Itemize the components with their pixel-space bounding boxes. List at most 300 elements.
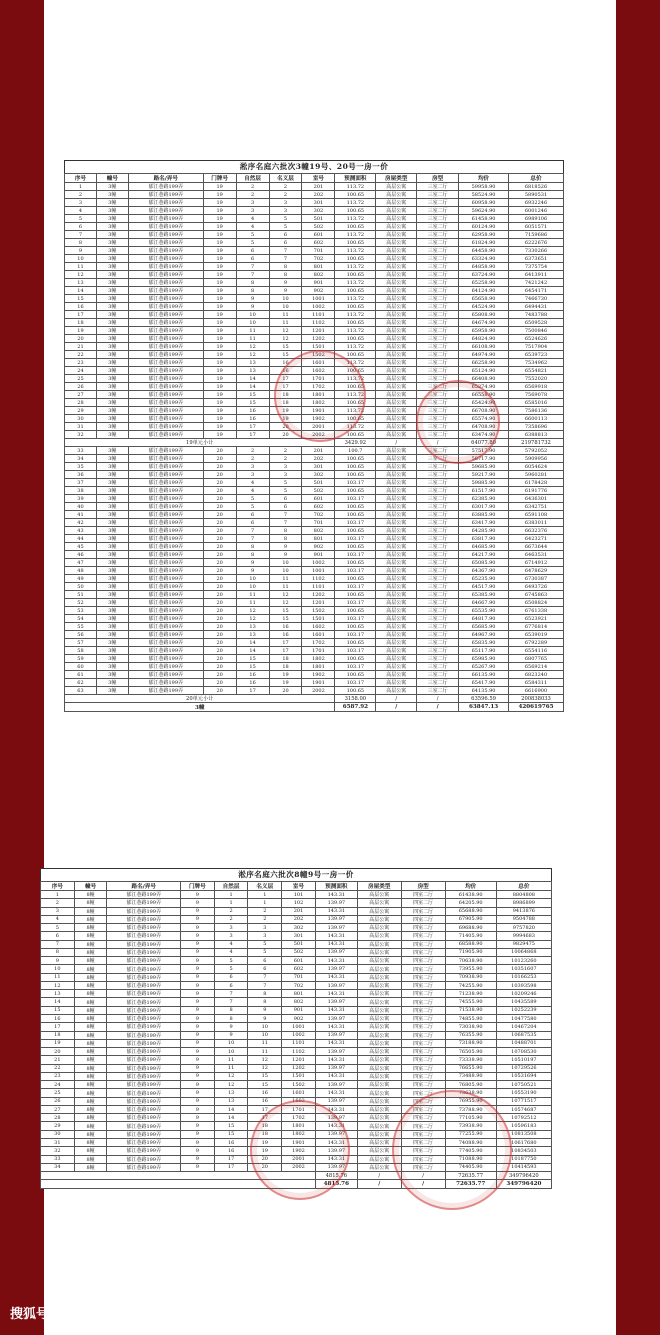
table-cell: 302 xyxy=(282,924,316,932)
table-cell: 19 xyxy=(203,223,236,231)
table-cell: 100.65 xyxy=(335,687,376,695)
table-row xyxy=(65,207,564,215)
table-cell: 高层公寓 xyxy=(376,591,417,599)
table-cell: 3幢 xyxy=(96,415,128,423)
table-cell: 52 xyxy=(65,599,97,607)
table-cell: 21 xyxy=(41,1056,75,1064)
table-cell: 1701 xyxy=(302,375,335,383)
column-header: 均价 xyxy=(459,174,509,183)
table-cell: 20 xyxy=(248,1155,282,1163)
table-cell: 9 xyxy=(181,1130,215,1138)
table-cell: 2 xyxy=(236,183,269,191)
table-cell: 四室二厅 xyxy=(401,1122,445,1130)
table-cell: 71905.90 xyxy=(445,948,496,956)
table-row xyxy=(41,1089,552,1097)
column-header: 名义层 xyxy=(248,882,282,891)
table-cell: 郁江巷路199弄 xyxy=(107,1155,181,1163)
table-cell: 高层公寓 xyxy=(357,891,401,899)
table-cell: 8 xyxy=(214,1014,248,1022)
table-cell: 10 xyxy=(236,583,269,591)
table-cell: 高层公寓 xyxy=(376,535,417,543)
table-cell: 7 xyxy=(269,247,302,255)
table-cell: 三室二厅 xyxy=(417,319,459,327)
table-cell: 郁江巷路199弄 xyxy=(128,391,203,399)
table-cell: 143.31 xyxy=(315,1006,357,1014)
table-cell: 74555.90 xyxy=(445,998,496,1006)
table-cell: 高层公寓 xyxy=(376,359,417,367)
table-cell: 郁江巷路199弄 xyxy=(128,559,203,567)
table-cell: 139.97 xyxy=(315,924,357,932)
table-cell: 1102 xyxy=(282,1048,316,1056)
table-cell: 1901 xyxy=(302,407,335,415)
table-cell: 1101 xyxy=(302,583,335,591)
table-cell: 6989106 xyxy=(509,215,564,223)
table-cell: 6 xyxy=(269,231,302,239)
table-cell: 100.65 xyxy=(335,543,376,551)
total-slash: / xyxy=(376,703,417,712)
table-cell: 6600113 xyxy=(509,415,564,423)
table-cell: 3幢 xyxy=(96,279,128,287)
table-cell: 100.7 xyxy=(335,447,376,455)
table-row xyxy=(41,907,552,915)
table-cell: 高层公寓 xyxy=(376,567,417,575)
table-row xyxy=(65,407,564,415)
table-cell: 郁江巷路199弄 xyxy=(128,423,203,431)
table-cell: 郁江巷路199弄 xyxy=(128,191,203,199)
table-cell: 郁江巷路199弄 xyxy=(107,899,181,907)
table-cell: 139.97 xyxy=(315,1147,357,1155)
table-cell: 143.31 xyxy=(315,1023,357,1031)
table-cell: 高层公寓 xyxy=(357,957,401,965)
table-cell: 5 xyxy=(236,231,269,239)
table-cell: 32 xyxy=(65,431,97,439)
table-cell: 8幢 xyxy=(74,1122,107,1130)
table-row xyxy=(65,599,564,607)
table-cell: 601 xyxy=(302,231,335,239)
table-cell: 19 xyxy=(203,415,236,423)
table-cell: 113.72 xyxy=(335,183,376,191)
table-cell: 1801 xyxy=(302,391,335,399)
table-cell: 63 xyxy=(65,687,97,695)
table-cell: 1 xyxy=(248,891,282,899)
table-cell: 64685.90 xyxy=(459,543,509,551)
table-cell: 10574687 xyxy=(496,1105,551,1113)
table-cell: 10467204 xyxy=(496,1023,551,1031)
sheet-title: 淞序名庭六批次3幢19号、20号一房一价 xyxy=(64,160,564,173)
table-cell: 302 xyxy=(302,471,335,479)
table-cell: 三室二厅 xyxy=(417,359,459,367)
table-cell: 郁江巷路199弄 xyxy=(128,375,203,383)
table-cell: 高层公寓 xyxy=(376,327,417,335)
table-cell: 郁江巷路199弄 xyxy=(128,655,203,663)
table-cell: 1201 xyxy=(302,599,335,607)
table-cell: 3幢 xyxy=(96,231,128,239)
table-row xyxy=(65,343,564,351)
table-cell: 3幢 xyxy=(96,655,128,663)
total-total: 349796420 xyxy=(496,1180,551,1188)
table-cell: 高层公寓 xyxy=(357,981,401,989)
column-header: 幢号 xyxy=(96,174,128,183)
table-cell: 64674.90 xyxy=(459,319,509,327)
table-cell: 802 xyxy=(302,271,335,279)
table-cell: 郁江巷路199弄 xyxy=(128,271,203,279)
table-cell: 61438.90 xyxy=(445,891,496,899)
table-cell: 1002 xyxy=(282,1031,316,1039)
table-row xyxy=(41,1064,552,1072)
table-cell: 3幢 xyxy=(96,671,128,679)
table-cell: 1702 xyxy=(302,639,335,647)
table-cell: 郁江巷路199弄 xyxy=(128,503,203,511)
table-cell: 11 xyxy=(214,1056,248,1064)
table-cell: 三室二厅 xyxy=(417,231,459,239)
table-cell: 19 xyxy=(203,231,236,239)
table-row xyxy=(65,311,564,319)
table-cell: 1802 xyxy=(302,399,335,407)
table-cell: 602 xyxy=(302,239,335,247)
table-cell: 19 xyxy=(203,367,236,375)
table-cell: 3幢 xyxy=(96,287,128,295)
table-cell: 高层公寓 xyxy=(357,907,401,915)
table-cell: 5792052 xyxy=(509,447,564,455)
table-cell: 9504788 xyxy=(496,915,551,923)
table-row xyxy=(65,183,564,191)
table-cell: 8幢 xyxy=(74,1114,107,1122)
table-cell: 502 xyxy=(302,223,335,231)
table-cell: 3幢 xyxy=(96,199,128,207)
table-cell: 3幢 xyxy=(96,191,128,199)
table-cell: 郁江巷路199弄 xyxy=(107,1048,181,1056)
table-cell: 9 xyxy=(181,1105,215,1113)
table-cell: 6342751 xyxy=(509,503,564,511)
table-cell: 郁江巷路199弄 xyxy=(128,671,203,679)
table-cell: 郁江巷路199弄 xyxy=(128,631,203,639)
table-cell: 201 xyxy=(302,183,335,191)
table-row xyxy=(65,455,564,463)
table-cell: 三室二厅 xyxy=(417,263,459,271)
table-cell: 19 xyxy=(203,295,236,303)
table-cell: 3幢 xyxy=(96,255,128,263)
table-cell: 5 xyxy=(269,479,302,487)
table-cell: 三室二厅 xyxy=(417,247,459,255)
table-cell: 40 xyxy=(65,503,97,511)
table-cell: 143.31 xyxy=(315,1089,357,1097)
table-cell: 143.31 xyxy=(315,1105,357,1113)
table-cell: 郁江巷路199弄 xyxy=(128,415,203,423)
table-cell: 9 xyxy=(181,1122,215,1130)
table-cell: 高层公寓 xyxy=(357,1039,401,1047)
column-header: 自然层 xyxy=(214,882,248,891)
table-cell: 7 xyxy=(236,527,269,535)
table-cell: 13 xyxy=(236,631,269,639)
table-cell: 7517904 xyxy=(509,343,564,351)
table-cell: 9 xyxy=(269,279,302,287)
table-cell: 郁江巷路199弄 xyxy=(128,303,203,311)
table-cell: 36 xyxy=(65,471,97,479)
table-cell: 高层公寓 xyxy=(376,311,417,319)
table-cell: 63324.90 xyxy=(459,255,509,263)
table-cell: 113.72 xyxy=(335,199,376,207)
table-cell: 郁江巷路199弄 xyxy=(128,359,203,367)
table-row xyxy=(41,924,552,932)
table-cell: 郁江巷路199弄 xyxy=(128,663,203,671)
table-cell: 郁江巷路199弄 xyxy=(128,343,203,351)
table-cell: 1001 xyxy=(302,295,335,303)
table-cell: 三室二厅 xyxy=(417,287,459,295)
table-cell: 10 xyxy=(236,311,269,319)
table-cell: 3幢 xyxy=(96,591,128,599)
table-cell: 24 xyxy=(41,1081,75,1089)
table-cell: 四室二厅 xyxy=(401,924,445,932)
column-header: 序号 xyxy=(65,174,97,183)
table-cell: 139.97 xyxy=(315,1048,357,1056)
table-row xyxy=(65,303,564,311)
table-cell: 6554821 xyxy=(509,367,564,375)
table-cell: 19 xyxy=(203,407,236,415)
table-cell: 高层公寓 xyxy=(376,607,417,615)
table-cell: 6 xyxy=(236,247,269,255)
table-cell: 13 xyxy=(214,1097,248,1105)
table-cell: 7483788 xyxy=(509,311,564,319)
table-cell: 四室二厅 xyxy=(401,1114,445,1122)
table-header-row xyxy=(41,882,552,891)
table-cell: 100.65 xyxy=(335,503,376,511)
table-cell: 四室二厅 xyxy=(401,1056,445,1064)
table-cell: 100.65 xyxy=(335,671,376,679)
table-cell: 701 xyxy=(302,247,335,255)
table-cell: 3幢 xyxy=(96,663,128,671)
table-cell: 9 xyxy=(181,899,215,907)
table-cell: 7159686 xyxy=(509,231,564,239)
table-cell: 郁江巷路199弄 xyxy=(128,679,203,687)
table-cell: 三室二厅 xyxy=(417,647,459,655)
total-row xyxy=(41,1180,552,1188)
table-cell: 29 xyxy=(41,1122,75,1130)
table-row xyxy=(65,591,564,599)
table-cell: 高层公寓 xyxy=(376,527,417,535)
table-cell: 8 xyxy=(269,263,302,271)
table-cell: 6 xyxy=(214,981,248,989)
table-cell: 三室二厅 xyxy=(417,239,459,247)
table-cell: 3 xyxy=(269,463,302,471)
table-cell: 4 xyxy=(214,940,248,948)
table-cell: 郁江巷路199弄 xyxy=(128,215,203,223)
table-cell: 100.65 xyxy=(335,487,376,495)
table-cell: 19 xyxy=(203,239,236,247)
table-row xyxy=(65,447,564,455)
table-row xyxy=(65,615,564,623)
table-cell: 63474.90 xyxy=(459,431,509,439)
table-cell: 高层公寓 xyxy=(357,932,401,940)
table-cell: 60 xyxy=(65,663,97,671)
table-cell: 77255.90 xyxy=(445,1130,496,1138)
table-row xyxy=(65,359,564,367)
table-cell: 100.65 xyxy=(335,303,376,311)
table-cell: 8幢 xyxy=(74,1138,107,1146)
table-cell: 1202 xyxy=(282,1064,316,1072)
table-cell: 4 xyxy=(65,207,97,215)
subtotal-slash: / xyxy=(417,439,459,447)
table-cell: 郁江巷路199弄 xyxy=(128,183,203,191)
table-cell: 143.31 xyxy=(315,1072,357,1080)
table-cell: 10708530 xyxy=(496,1048,551,1056)
table-cell: 郁江巷路199弄 xyxy=(107,924,181,932)
table-cell: 1102 xyxy=(302,575,335,583)
table-cell: 6 xyxy=(269,495,302,503)
table-cell: 郁江巷路199弄 xyxy=(128,519,203,527)
table-row xyxy=(65,535,564,543)
table-cell: 3 xyxy=(236,207,269,215)
table-cell: 6714912 xyxy=(509,559,564,567)
table-cell: 三室二厅 xyxy=(417,511,459,519)
table-row xyxy=(65,663,564,671)
table-cell: 501 xyxy=(302,479,335,487)
table-cell: 16 xyxy=(248,1089,282,1097)
table-cell: 31 xyxy=(41,1138,75,1146)
table-cell: 19 xyxy=(203,423,236,431)
table-cell: 6673644 xyxy=(509,543,564,551)
table-cell: 20 xyxy=(203,607,236,615)
table-cell: 6 xyxy=(236,255,269,263)
table-cell: 高层公寓 xyxy=(376,295,417,303)
table-cell: 17 xyxy=(236,431,269,439)
table-cell: 8 xyxy=(248,998,282,1006)
table-cell: 103.17 xyxy=(335,583,376,591)
table-cell: 3 xyxy=(65,199,97,207)
table-cell: 17 xyxy=(248,1114,282,1122)
table-cell: 10750521 xyxy=(496,1081,551,1089)
table-cell: 501 xyxy=(282,940,316,948)
table-cell: 郁江巷路199弄 xyxy=(107,932,181,940)
table-cell: 20 xyxy=(269,423,302,431)
table-cell: 5 xyxy=(41,924,75,932)
table-cell: 8幢 xyxy=(74,1130,107,1138)
table-cell: 8幢 xyxy=(74,940,107,948)
table-cell: 62 xyxy=(65,679,97,687)
table-cell: 9 xyxy=(181,1006,215,1014)
table-cell: 113.72 xyxy=(335,279,376,287)
table-row xyxy=(65,199,564,207)
table-cell: 高层公寓 xyxy=(376,551,417,559)
table-cell: 8幢 xyxy=(74,981,107,989)
table-cell: 64667.90 xyxy=(459,599,509,607)
table-cell: 61 xyxy=(65,671,97,679)
table-cell: 11 xyxy=(269,319,302,327)
table-cell: 20 xyxy=(203,671,236,679)
table-cell: 四室二厅 xyxy=(401,1138,445,1146)
table-row xyxy=(65,495,564,503)
table-cell: 3幢 xyxy=(96,455,128,463)
table-cell: 6509528 xyxy=(509,319,564,327)
table-cell: 三室二厅 xyxy=(417,191,459,199)
subtotal-label: 19单元小计 xyxy=(65,439,335,447)
table-cell: 11 xyxy=(236,327,269,335)
table-cell: 20 xyxy=(203,471,236,479)
table-cell: 20 xyxy=(203,615,236,623)
table-cell: 郁江巷路199弄 xyxy=(107,1130,181,1138)
table-cell: 23 xyxy=(41,1072,75,1080)
table-cell: 34 xyxy=(41,1163,75,1171)
table-cell: 8幢 xyxy=(74,973,107,981)
table-cell: 15 xyxy=(214,1122,248,1130)
table-cell: 高层公寓 xyxy=(376,199,417,207)
table-cell: 19 xyxy=(269,407,302,415)
table-cell: 143.31 xyxy=(315,957,357,965)
table-cell: 19 xyxy=(269,671,302,679)
table-cell: 4 xyxy=(236,487,269,495)
table-cell: 高层公寓 xyxy=(376,543,417,551)
table-cell: 3幢 xyxy=(96,575,128,583)
table-cell: 10 xyxy=(214,1048,248,1056)
table-cell: 9 xyxy=(181,1064,215,1072)
table-cell: 103.17 xyxy=(335,551,376,559)
table-row xyxy=(65,655,564,663)
table-cell: 7375754 xyxy=(509,263,564,271)
table-cell: 65235.90 xyxy=(459,575,509,583)
table-cell: 37 xyxy=(65,479,97,487)
table-cell: 19 xyxy=(203,191,236,199)
table-cell: 3幢 xyxy=(96,615,128,623)
table-cell: 9 xyxy=(181,990,215,998)
table-cell: 65424.90 xyxy=(459,399,509,407)
table-cell: 四室二厅 xyxy=(401,1105,445,1113)
table-cell: 3幢 xyxy=(96,543,128,551)
table-cell: 41 xyxy=(65,511,97,519)
table-cell: 9 xyxy=(181,1014,215,1022)
table-cell: 高层公寓 xyxy=(357,1155,401,1163)
table-cell: 郁江巷路199弄 xyxy=(128,367,203,375)
table-cell: 143.31 xyxy=(315,1155,357,1163)
table-cell: 65658.90 xyxy=(459,295,509,303)
table-cell: 801 xyxy=(282,990,316,998)
table-cell: 9 xyxy=(181,932,215,940)
table-cell: 59624.90 xyxy=(459,207,509,215)
table-cell: 5 xyxy=(214,965,248,973)
table-cell: 113.72 xyxy=(335,391,376,399)
table-cell: 6745863 xyxy=(509,591,564,599)
table-cell: 15 xyxy=(269,607,302,615)
table-row xyxy=(65,487,564,495)
table-cell: 4 xyxy=(236,215,269,223)
table-cell: 13 xyxy=(236,359,269,367)
table-cell: 6493726 xyxy=(509,583,564,591)
table-cell: 18 xyxy=(269,391,302,399)
table-cell: 801 xyxy=(302,535,335,543)
table-cell: 1101 xyxy=(302,311,335,319)
table-cell: 1601 xyxy=(282,1089,316,1097)
table-cell: 6383011 xyxy=(509,519,564,527)
table-cell: 46 xyxy=(65,551,97,559)
table-cell: 郁江巷路199弄 xyxy=(107,1163,181,1171)
table-cell: 2001 xyxy=(302,423,335,431)
table-cell: 28 xyxy=(41,1114,75,1122)
table-cell: 20 xyxy=(203,463,236,471)
table-cell: 1102 xyxy=(302,319,335,327)
table-cell: 郁江巷路199弄 xyxy=(128,623,203,631)
table-cell: 郁江巷路199弄 xyxy=(128,247,203,255)
table-cell: 9 xyxy=(181,1081,215,1089)
table-cell: 2 xyxy=(269,191,302,199)
table-cell: 1601 xyxy=(302,359,335,367)
table-cell: 10531694 xyxy=(496,1072,551,1080)
table-cell: 11 xyxy=(236,335,269,343)
table-cell: 12 xyxy=(41,981,75,989)
table-cell: 8804808 xyxy=(496,891,551,899)
table-row xyxy=(65,607,564,615)
table-cell: 15 xyxy=(65,295,97,303)
table-cell: 64974.90 xyxy=(459,351,509,359)
table-cell: 19 xyxy=(203,207,236,215)
table-cell: 103.17 xyxy=(335,535,376,543)
